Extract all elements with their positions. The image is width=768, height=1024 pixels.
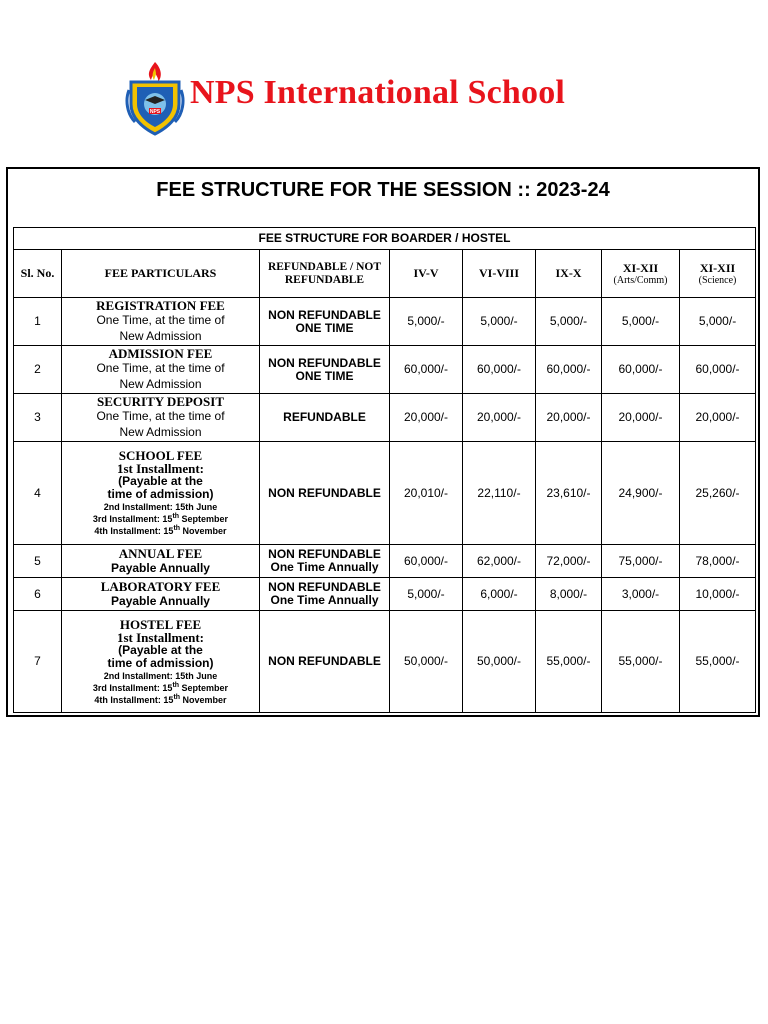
- fee-amount-vi-viii: 50,000/-: [463, 611, 536, 713]
- refund-status: NON REFUNDABLE: [268, 654, 381, 668]
- school-crest-logo: [125, 60, 185, 136]
- header-xi-xii-science-stream: (Science): [698, 274, 737, 286]
- installment-payable: (Payable at the: [118, 474, 203, 488]
- fee-amount-iv-v: 60,000/-: [390, 545, 463, 578]
- fee-amount-xi-xii-arts: 60,000/-: [602, 346, 680, 394]
- fee-note: New Admission: [119, 329, 202, 343]
- header-xi-xii-arts: [602, 250, 680, 298]
- fee-note: Payable Annually: [111, 560, 210, 575]
- row-sl-no: 4: [14, 442, 62, 545]
- installment-second: 2nd Installment: 15th June: [103, 670, 218, 681]
- installment-second: 2nd Installment: 15th June: [103, 502, 218, 512]
- row-sl-no: 2: [14, 346, 62, 394]
- refund-term: One Time Annually: [270, 593, 379, 607]
- header-xi-xii-arts-stream: (Arts/Comm): [613, 274, 668, 286]
- installment-time: time of admission): [107, 655, 214, 670]
- fee-note: One Time, at the time of: [96, 409, 225, 423]
- fee-note: New Admission: [119, 425, 202, 439]
- fee-note: One Time, at the time of: [96, 313, 225, 327]
- row-sl-no: 6: [14, 578, 62, 611]
- header: [0, 58, 768, 138]
- fee-amount-iv-v: 5,000/-: [390, 298, 463, 346]
- fee-title: REGISTRATION FEE: [96, 298, 225, 313]
- fee-amount-ix-x: 55,000/-: [536, 611, 602, 713]
- refund-status: NON REFUNDABLE: [268, 485, 381, 500]
- fee-particulars-cell: [62, 545, 260, 578]
- refund-status-cell: [260, 611, 390, 713]
- row-sl-no: 7: [14, 611, 62, 713]
- header-iv-v: IV-V: [390, 250, 463, 298]
- header-refundable: REFUNDABLE / NOT REFUNDABLE: [260, 250, 390, 298]
- fee-title: SECURITY DEPOSIT: [96, 394, 225, 409]
- fee-amount-iv-v: 60,000/-: [390, 346, 463, 394]
- fee-particulars-cell: [62, 298, 260, 346]
- fee-amount-iv-v: 20,000/-: [390, 394, 463, 442]
- fee-particulars-cell: [62, 346, 260, 394]
- table-row: [14, 346, 756, 394]
- fee-title: HOSTEL FEE: [119, 616, 202, 632]
- refund-status: NON REFUNDABLE: [268, 547, 381, 561]
- installment-third: 3rd Installment: 15th September: [92, 513, 229, 524]
- refund-status-cell: [260, 442, 390, 545]
- fee-amount-xi-xii-science: 60,000/-: [680, 346, 756, 394]
- fee-table: [13, 227, 756, 713]
- fee-amount-xi-xii-science: 55,000/-: [680, 611, 756, 713]
- refund-status-cell: [260, 545, 390, 578]
- fee-amount-xi-xii-science: 25,260/-: [680, 442, 756, 545]
- installment-first: 1st Installment:: [116, 629, 205, 645]
- table-row: [14, 442, 756, 545]
- fee-particulars-cell: [62, 578, 260, 611]
- refund-status-cell: [260, 346, 390, 394]
- refund-term: One Time Annually: [270, 560, 379, 574]
- fee-title: ANNUAL FEE: [118, 545, 203, 561]
- fee-particulars-cell: [62, 394, 260, 442]
- header-fee-particulars: FEE PARTICULARS: [62, 250, 260, 298]
- refund-status: NON REFUNDABLE: [268, 355, 381, 370]
- row-sl-no: 3: [14, 394, 62, 442]
- fee-note: New Admission: [119, 377, 202, 391]
- fee-amount-ix-x: 23,610/-: [536, 442, 602, 545]
- table-row: [14, 578, 756, 611]
- header-xi-xii-science: [680, 250, 756, 298]
- refund-status-cell: [260, 394, 390, 442]
- table-header-row: [14, 250, 756, 298]
- refund-status: NON REFUNDABLE: [268, 307, 381, 322]
- fee-particulars-cell: [62, 611, 260, 713]
- fee-amount-xi-xii-science: 10,000/-: [680, 578, 756, 611]
- row-sl-no: 1: [14, 298, 62, 346]
- installment-payable: (Payable at the: [118, 642, 203, 657]
- refund-term: ONE TIME: [295, 368, 354, 383]
- fee-amount-vi-viii: 60,000/-: [463, 346, 536, 394]
- fee-amount-iv-v: 20,010/-: [390, 442, 463, 545]
- fee-note: Payable Annually: [111, 593, 210, 608]
- table-row: [14, 298, 756, 346]
- fee-amount-xi-xii-science: 20,000/-: [680, 394, 756, 442]
- fee-amount-ix-x: 8,000/-: [536, 578, 602, 611]
- fee-title: LABORATORY FEE: [100, 578, 221, 594]
- fee-amount-ix-x: 20,000/-: [536, 394, 602, 442]
- fee-amount-vi-viii: 62,000/-: [463, 545, 536, 578]
- fee-amount-vi-viii: 22,110/-: [463, 442, 536, 545]
- row-sl-no: 5: [14, 545, 62, 578]
- fee-amount-xi-xii-arts: 5,000/-: [602, 298, 680, 346]
- installment-third: 3rd Installment: 15th September: [92, 681, 229, 693]
- header-xi-xii-arts-label: XI-XII: [622, 260, 659, 275]
- table-row: [14, 611, 756, 713]
- installment-fourth: 4th Installment: 15th November: [94, 693, 227, 705]
- refund-status: REFUNDABLE: [283, 410, 366, 424]
- table-caption: FEE STRUCTURE FOR BOARDER / HOSTEL: [14, 228, 756, 250]
- header-sl-no: Sl. No.: [14, 250, 62, 298]
- fee-amount-xi-xii-science: 5,000/-: [680, 298, 756, 346]
- fee-particulars-cell: [62, 442, 260, 545]
- refund-term: ONE TIME: [295, 320, 354, 335]
- refund-status: NON REFUNDABLE: [268, 580, 381, 594]
- header-xi-xii-science-label: XI-XII: [699, 260, 736, 275]
- fee-amount-vi-viii: 6,000/-: [463, 578, 536, 611]
- table-row: [14, 394, 756, 442]
- session-title: FEE STRUCTURE FOR THE SESSION :: 2023-24: [156, 179, 610, 201]
- fee-title: SCHOOL FEE: [118, 448, 203, 463]
- fee-amount-vi-viii: 20,000/-: [463, 394, 536, 442]
- fee-amount-vi-viii: 5,000/-: [463, 298, 536, 346]
- fee-note: One Time, at the time of: [96, 361, 225, 375]
- fee-structure-frame: [6, 167, 760, 717]
- svg-text:NPS: NPS: [149, 109, 161, 115]
- header-vi-viii: VI-VIII: [463, 250, 536, 298]
- refund-status-cell: [260, 298, 390, 346]
- fee-amount-xi-xii-arts: 20,000/-: [602, 394, 680, 442]
- fee-amount-iv-v: 5,000/-: [390, 578, 463, 611]
- fee-amount-ix-x: 60,000/-: [536, 346, 602, 394]
- fee-amount-iv-v: 50,000/-: [390, 611, 463, 713]
- fee-amount-ix-x: 72,000/-: [536, 545, 602, 578]
- fee-amount-ix-x: 5,000/-: [536, 298, 602, 346]
- fee-amount-xi-xii-arts: 75,000/-: [602, 545, 680, 578]
- table-row: [14, 545, 756, 578]
- fee-amount-xi-xii-arts: 24,900/-: [602, 442, 680, 545]
- fee-amount-xi-xii-arts: 3,000/-: [602, 578, 680, 611]
- fee-amount-xi-xii-arts: 55,000/-: [602, 611, 680, 713]
- header-ix-x: IX-X: [536, 250, 602, 298]
- installment-time: time of admission): [107, 487, 214, 501]
- fee-title: ADMISSION FEE: [108, 346, 213, 361]
- fee-amount-xi-xii-science: 78,000/-: [680, 545, 756, 578]
- installment-first: 1st Installment:: [116, 461, 205, 476]
- refund-status-cell: [260, 578, 390, 611]
- school-name: NPS International School: [190, 74, 566, 111]
- installment-fourth: 4th Installment: 15th November: [94, 525, 227, 536]
